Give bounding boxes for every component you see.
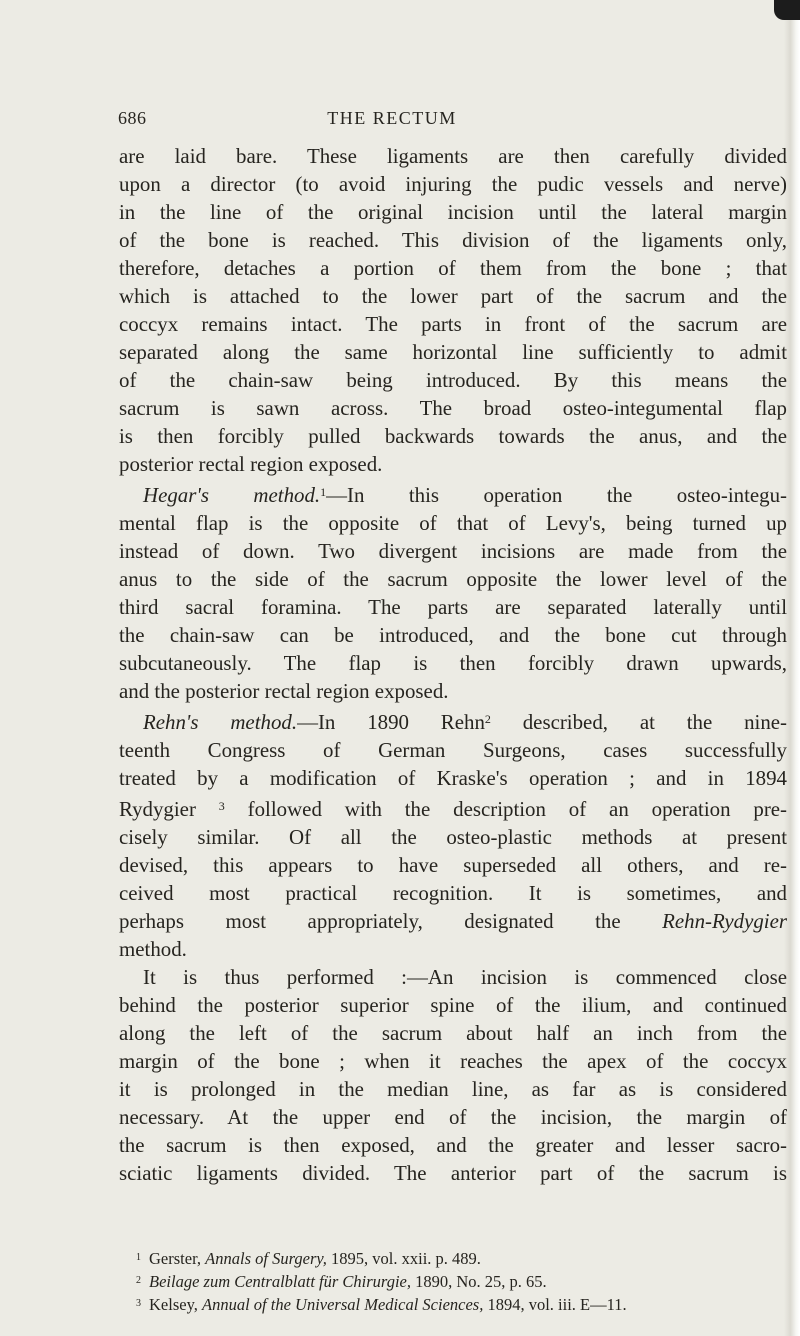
footnote-mark: 2 bbox=[136, 1275, 141, 1286]
text-line: anus to the side of the sacrum opposite the lower level of the bbox=[119, 567, 787, 591]
text-line: ceived most practical recognition. It is sometimes, and bbox=[119, 881, 787, 905]
text-line: cisely similar. Of all the osteo-plastic methods at present bbox=[119, 825, 787, 849]
text-line: which is attached to the lower part of the sacrum and the bbox=[119, 284, 787, 308]
text-line: and the posterior rectal region exposed. bbox=[119, 679, 449, 703]
page-number: 686 bbox=[118, 108, 147, 128]
text-line: margin of the bone ; when it reaches the apex of the coccyx bbox=[119, 1049, 787, 1073]
footnote-1 bbox=[136, 1247, 787, 1270]
page-header bbox=[0, 108, 800, 132]
text-line: sciatic ligaments divided. The anterior part of the sacrum is bbox=[119, 1161, 787, 1185]
footnote-details: 1894, vol. iii. E—11. bbox=[483, 1295, 627, 1314]
method-heading-hegar: Hegar's method. bbox=[143, 483, 321, 507]
text-line: along the left of the sacrum about half an inch from the bbox=[119, 1021, 787, 1045]
text-line: are laid bare. These ligaments are then carefully divided bbox=[119, 144, 787, 168]
text-run: —In 1890 Rehn bbox=[297, 710, 485, 734]
body-text bbox=[119, 142, 787, 1187]
text-line: posterior rectal region exposed. bbox=[119, 452, 383, 476]
text-line: separated along the same horizontal line sufficiently to admit bbox=[119, 340, 787, 364]
text-line: coccyx remains intact. The parts in front of the sacrum are bbox=[119, 312, 787, 336]
text-line: therefore, detaches a portion of them from the bone ; that bbox=[119, 256, 787, 280]
footnote-details: 1890, No. 25, p. 65. bbox=[411, 1272, 547, 1291]
footnote-ref-1: 1 bbox=[320, 485, 327, 499]
text-line: behind the posterior superior spine of the ilium, and continued bbox=[119, 993, 787, 1017]
text-line: upon a director (to avoid injuring the pudic vessels and nerve) bbox=[119, 172, 787, 196]
text-line: third sacral foramina. The parts are separated laterally until bbox=[119, 595, 787, 619]
section-heading-line-hegar bbox=[119, 478, 787, 509]
text-run: followed with the description of an operation pre- bbox=[224, 797, 788, 821]
text-line: subcutaneously. The flap is then forcibly drawn upwards, bbox=[119, 651, 787, 675]
text-line: teenth Congress of German Surgeons, cases successfully bbox=[119, 738, 787, 762]
footnote-author: Kelsey, bbox=[149, 1295, 202, 1314]
text-run: perhaps most appropriately, designated the bbox=[119, 909, 663, 933]
text-line: the chain-saw can be introduced, and the bone cut through bbox=[119, 623, 787, 647]
text-line-rehn-rydygier bbox=[119, 907, 787, 935]
footnote-mark: 3 bbox=[136, 1298, 141, 1309]
section-heading-line-rehn bbox=[119, 705, 787, 736]
text-line: treated by a modification of Kraske's operation ; and in 1894 bbox=[119, 766, 787, 790]
footnote-2 bbox=[136, 1270, 787, 1293]
method-heading-rehn: Rehn's method. bbox=[143, 710, 298, 734]
footnote-ref-3: 3 bbox=[218, 799, 225, 813]
scan-corner-shadow bbox=[774, 0, 800, 20]
text-line: sacrum is sawn across. The broad osteo-integumental flap bbox=[119, 396, 787, 420]
text-line: it is prolonged in the median line, as far as is considered bbox=[119, 1077, 787, 1101]
text-run: Rydygier bbox=[119, 797, 219, 821]
text-line: the sacrum is then exposed, and the greater and lesser sacro- bbox=[119, 1133, 787, 1157]
footnotes bbox=[136, 1247, 787, 1316]
text-line: method. bbox=[119, 937, 187, 961]
text-line: instead of down. Two divergent incisions are made from the bbox=[119, 539, 787, 563]
text-line: in the line of the original incision until the lateral margin bbox=[119, 200, 787, 224]
text-line: of the bone is reached. This division of the ligaments only, bbox=[119, 228, 787, 252]
running-title: THE RECTUM bbox=[327, 108, 457, 128]
text-run: described, at the nine- bbox=[490, 710, 787, 734]
footnote-details: 1895, vol. xxii. p. 489. bbox=[326, 1249, 481, 1268]
footnote-ref-2: 2 bbox=[484, 712, 491, 726]
text-line: of the chain-saw being introduced. By this means the bbox=[119, 368, 787, 392]
text-line: is then forcibly pulled backwards towards the anus, and the bbox=[119, 424, 787, 448]
text-run: —In this operation the osteo-integu- bbox=[326, 483, 787, 507]
method-name-rehn-rydygier: Rehn-Rydygier bbox=[662, 909, 787, 933]
footnote-title: Annals of Surgery, bbox=[205, 1249, 327, 1268]
text-line: necessary. At the upper end of the incision, the margin of bbox=[119, 1105, 787, 1129]
text-line: It is thus performed :—An incision is commenced close bbox=[143, 965, 787, 989]
footnote-3 bbox=[136, 1293, 787, 1316]
footnote-title: Annual of the Universal Medical Sciences, bbox=[202, 1295, 484, 1314]
text-line: devised, this appears to have superseded all others, and re- bbox=[119, 853, 787, 877]
footnote-mark: 1 bbox=[136, 1252, 141, 1263]
text-line: mental flap is the opposite of that of Levy's, being turned up bbox=[119, 511, 787, 535]
footnote-author: Gerster, bbox=[149, 1249, 206, 1268]
text-line-rydygier bbox=[119, 792, 787, 823]
footnote-title: Beilage zum Centralblatt für Chirurgie, bbox=[149, 1272, 412, 1291]
